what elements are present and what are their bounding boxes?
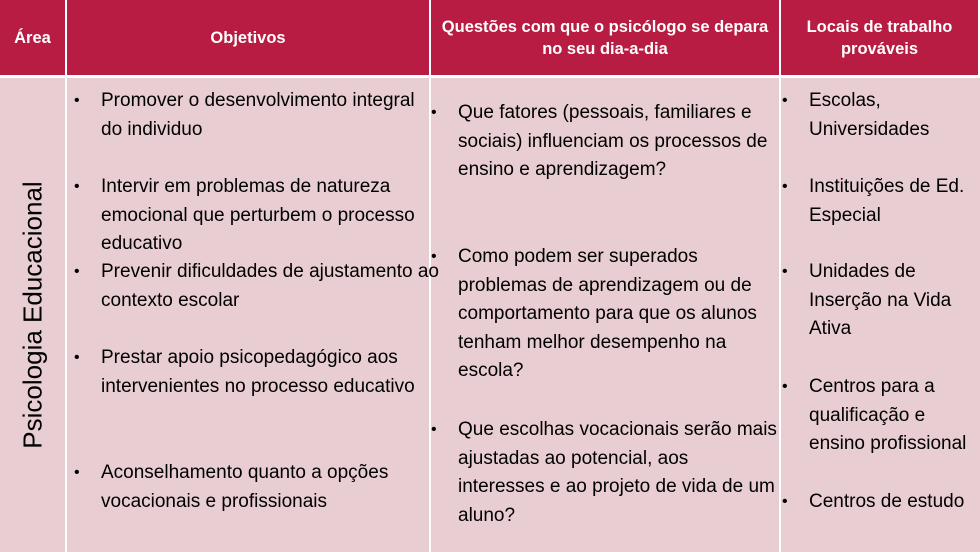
bullet-icon: •: [782, 493, 788, 510]
list-item: • Centros para a qualificação e ensino profissional: [809, 373, 974, 459]
list-item: • Escolas, Universidades: [809, 87, 974, 144]
list-item: • Aconselhamento quanto a opções vocacionais e profissionais: [101, 459, 441, 516]
bullet-icon: •: [74, 349, 80, 366]
header-locais: Locais de trabalho prováveis: [781, 0, 980, 78]
bullet-icon: •: [431, 421, 437, 438]
list-item: • Instituições de Ed. Especial: [809, 173, 974, 230]
bullet-icon: •: [431, 104, 437, 121]
list-item: • Promover o desenvolvimento integral do individuo: [101, 87, 441, 144]
bullet-icon: •: [74, 263, 80, 280]
objetivos-cell: [67, 78, 431, 552]
list-item: • Que escolhas vocacionais serão mais ajustadas ao potencial, aos interesses e ao projeto de vida de um aluno?: [458, 416, 778, 530]
bullet-icon: •: [782, 92, 788, 109]
list-item: • Unidades de Inserção na Vida Ativa: [809, 258, 974, 344]
header-area: Área: [0, 0, 67, 78]
locais-cell: [781, 78, 980, 552]
bullet-icon: •: [74, 464, 80, 481]
bullet-icon: •: [782, 263, 788, 280]
questoes-cell: [431, 78, 781, 552]
bullet-icon: •: [782, 378, 788, 395]
bullet-icon: •: [431, 248, 437, 265]
header-questoes: Questões com que o psicólogo se depara no seu dia-a-dia: [431, 0, 781, 78]
list-item: • Prestar apoio psicopedagógico aos intervenientes no processo educativo: [101, 344, 441, 401]
list-item: • Prevenir dificuldades de ajustamento ao contexto escolar: [101, 258, 441, 315]
list-item: • Centros de estudo: [809, 488, 974, 517]
bullet-icon: •: [782, 178, 788, 195]
bullet-icon: •: [74, 178, 80, 195]
area-cell: [0, 78, 67, 552]
bullet-icon: •: [74, 92, 80, 109]
header-objetivos: Objetivos: [67, 0, 431, 78]
list-item: • Como podem ser superados problemas de aprendizagem ou de comportamento para que os alunos tenham melhor desempenho na escola?: [458, 243, 778, 386]
list-item: • Intervir em problemas de natureza emocional que perturbem o processo educativo: [101, 173, 441, 259]
area-label: Psicologia Educacional: [17, 181, 47, 449]
list-item: • Que fatores (pessoais, familiares e sociais) influenciam os processos de ensino e aprendizagem?: [458, 99, 778, 185]
